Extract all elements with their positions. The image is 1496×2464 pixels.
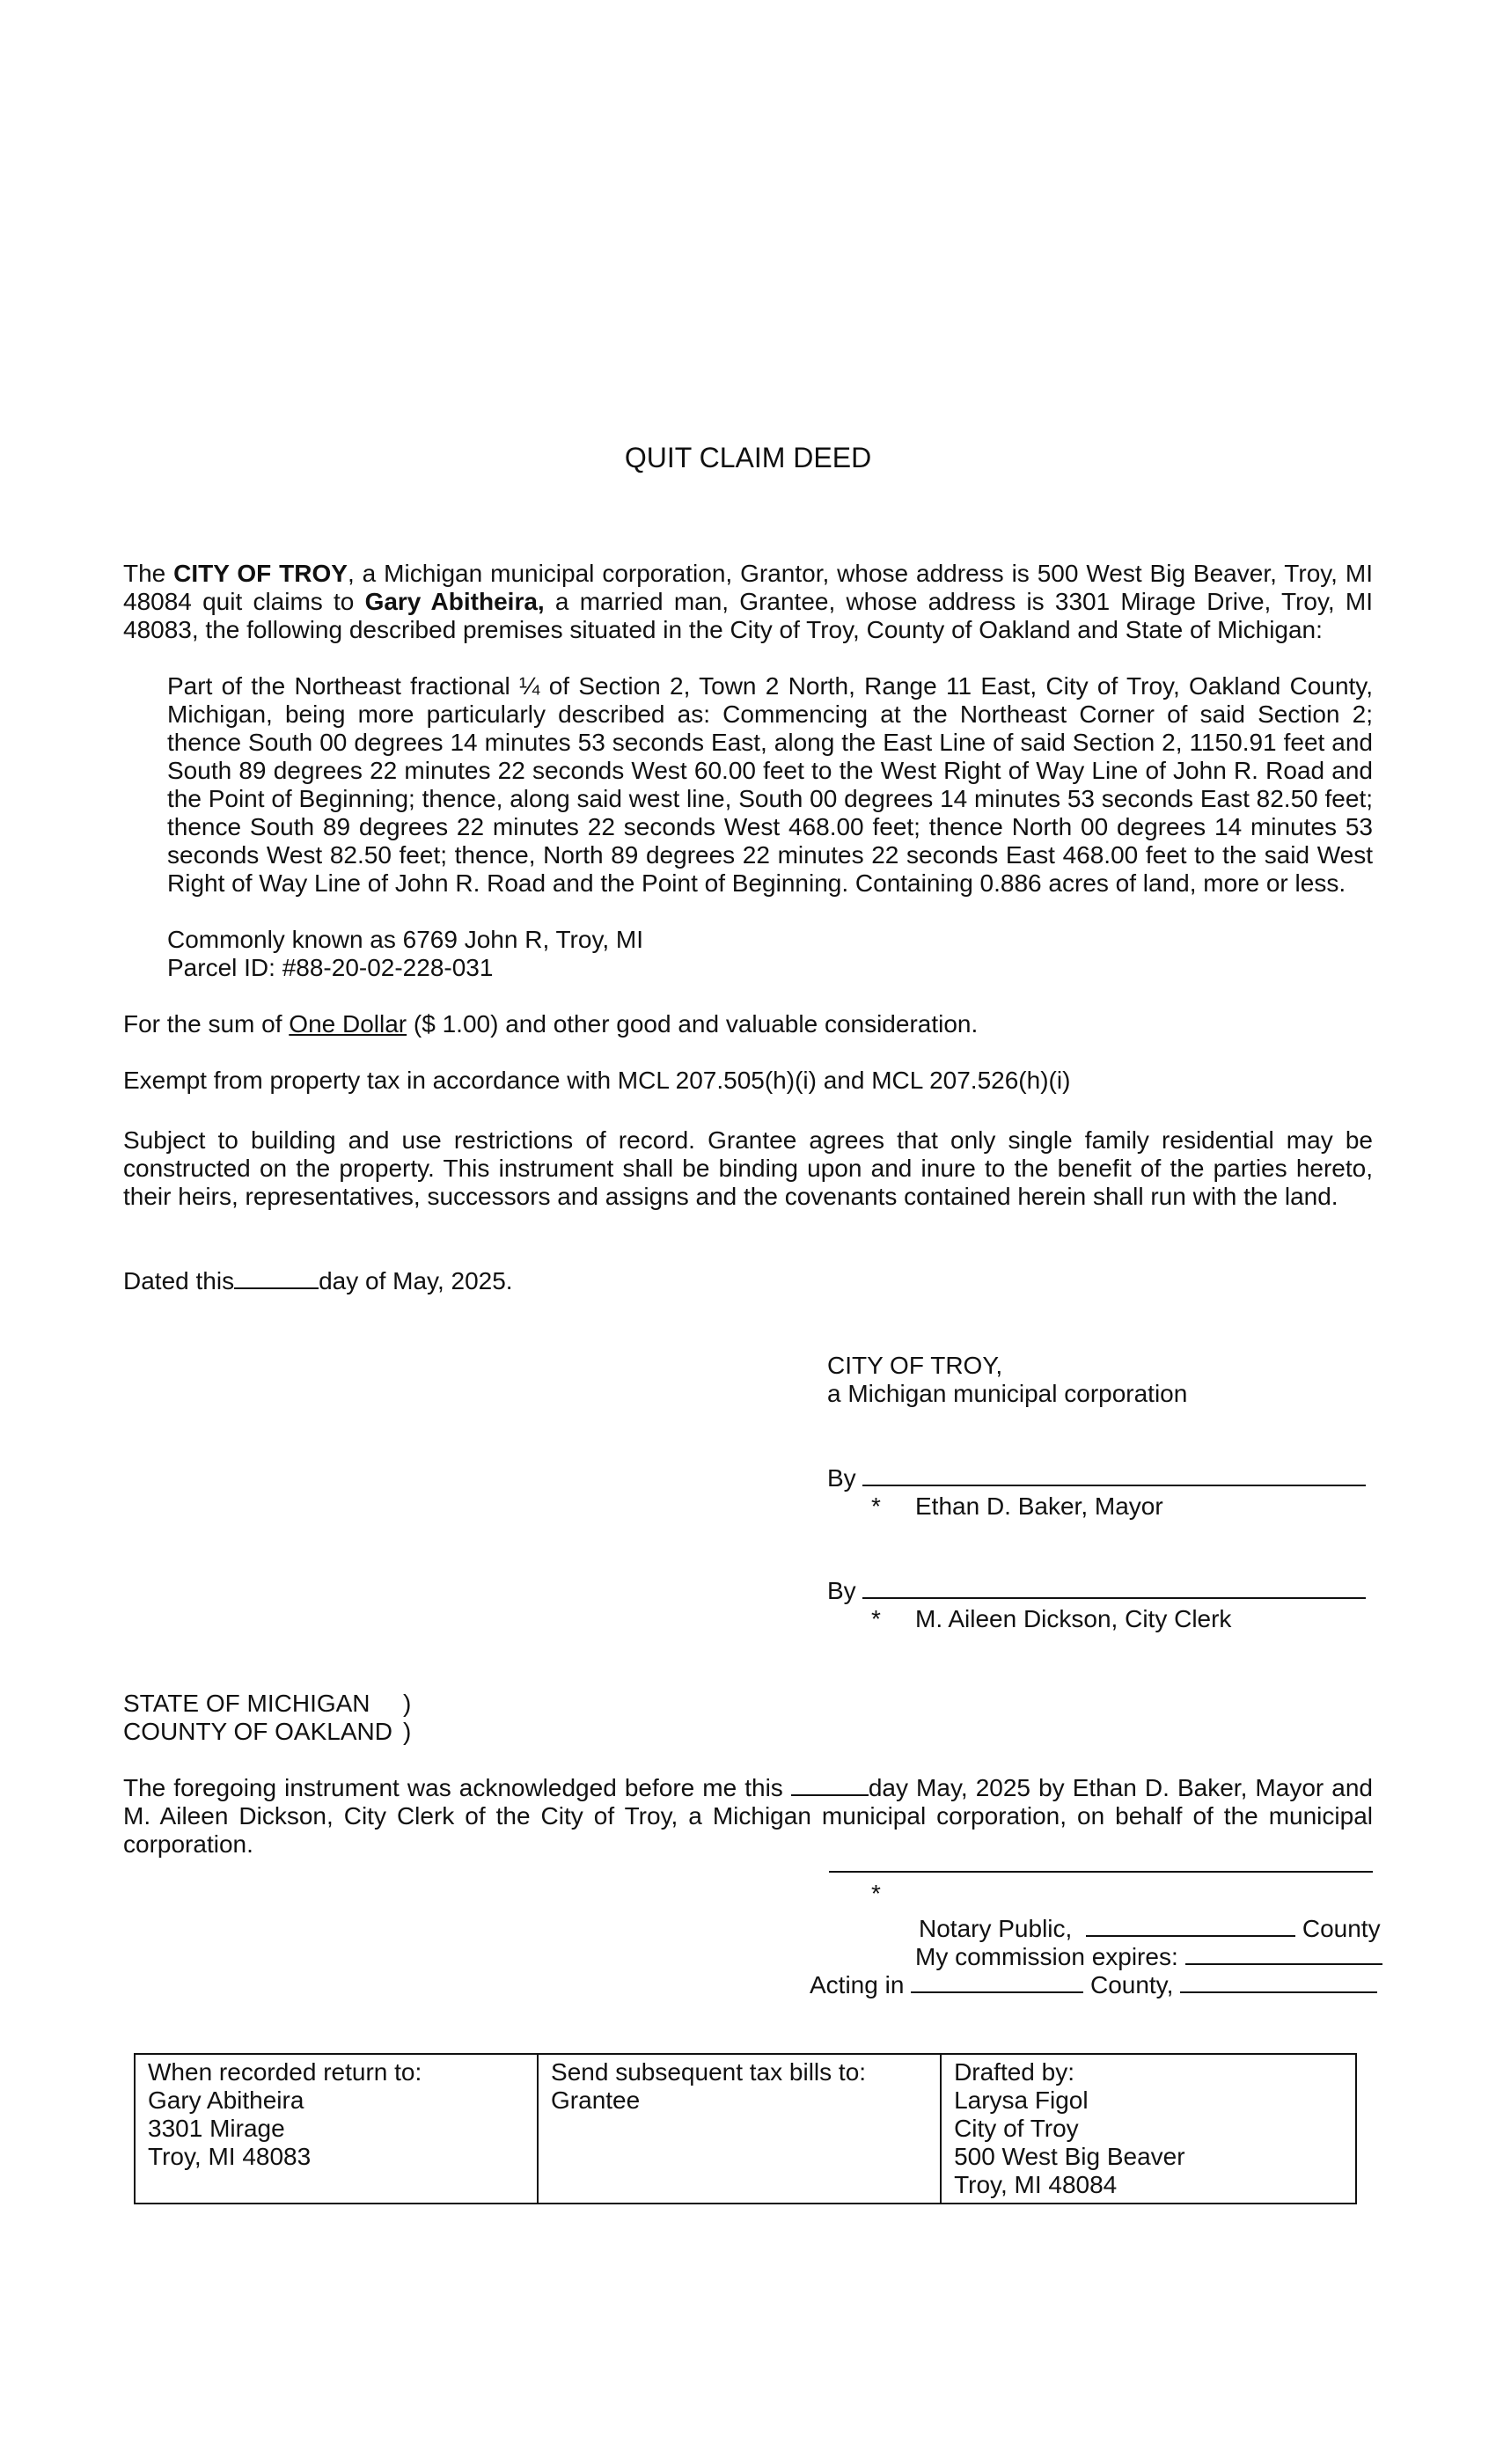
document-title: QUIT CLAIM DEED <box>624 442 872 473</box>
drafter-street: 500 West Big Beaver <box>954 2143 1185 2170</box>
notary-county-label: County <box>1302 1915 1381 1942</box>
acknowledgment-day-blank[interactable] <box>791 1794 869 1796</box>
clerk-signature-blank[interactable] <box>862 1597 1366 1599</box>
tax-bills-cell <box>538 2054 941 2204</box>
consideration-amount: One Dollar <box>289 1010 407 1038</box>
return-to-name: Gary Abitheira <box>148 2086 304 2114</box>
grant-text-1: The <box>123 560 174 587</box>
venue-state: STATE OF MICHIGAN <box>123 1690 370 1717</box>
acknowledgment-suffix: day May, 2025 by Ethan D. Baker, Mayor and M. Aileen Dickson, City Clerk of the City of Troy, a Michigan municipal corporation, on behalf of the municipal corporation. <box>123 1774 1373 1858</box>
dated-suffix: day of May, 2025. <box>319 1267 513 1294</box>
dated-prefix: Dated this <box>123 1267 235 1294</box>
return-to-heading: When recorded return to: <box>148 2058 422 2086</box>
grant-text-2: , a Michigan municipal corporation, Grantor, whose address is 500 West Big Beaver, Troy, MI 48084 quit claims to <box>123 560 1373 615</box>
notary-signature-line[interactable] <box>829 1871 1373 1873</box>
drafter-org: City of Troy <box>954 2115 1079 2142</box>
drafted-by-cell <box>941 2054 1356 2204</box>
legal-description: Part of the Northeast fractional ¼ of Section 2, Town 2 North, Range 11 East, City of Troy, Oakland County, Michigan, being more particularly described as: Commencing at the Northeast Corner of said Section 2; thence South 00 degrees 14 minutes 53 seconds East, along the East Line of said Section 2, 1150.91 feet and South 89 degrees 22 minutes 22 seconds West 60.00 feet to the West Right of Way Line of John R. Road and the Point of Beginning; thence, along said west line, South 00 degrees 14 minutes 53 seconds East 82.50 feet; thence South 89 degrees 22 minutes 22 seconds West 468.00 feet; thence North 00 degrees 14 minutes 53 seconds West 82.50 feet; thence, North 89 degrees 22 minutes 22 seconds East 468.00 feet to the said West Right of Way Line of John R. Road and the Point of Beginning. Containing 0.886 acres of land, more or less. <box>167 672 1373 897</box>
signature-line-clerk <box>827 1577 1366 1605</box>
return-to-street: 3301 Mirage <box>148 2115 285 2142</box>
commonly-known: Commonly known as 6769 John R, Troy, MI <box>167 926 644 953</box>
grantor-block-name: CITY OF TROY, <box>827 1352 1003 1379</box>
clerk-name: M. Aileen Dickson, City Clerk <box>915 1605 1232 1632</box>
dated-line <box>123 1267 513 1295</box>
clerk-asterisk: * <box>871 1605 881 1632</box>
tax-bills-heading: Send subsequent tax bills to: <box>551 2058 867 2086</box>
restrictions-paragraph: Subject to building and use restrictions of record. Grantee agrees that only single family residential may be constructed on the property. This instrument shall be binding upon and inure to the benefit of the parties hereto, their heirs, representatives, successors and assigns and the covenants contained herein shall run with the land. <box>123 1126 1373 1210</box>
grantor-name: CITY OF TROY <box>173 560 348 587</box>
recording-info-table <box>134 2053 1357 2204</box>
acting-in-line <box>810 1971 1373 1999</box>
parcel-id: Parcel ID: #88-20-02-228-031 <box>167 954 494 981</box>
tax-bills-recipient: Grantee <box>551 2086 641 2114</box>
commission-date-blank[interactable] <box>1185 1963 1382 1965</box>
by-label: By <box>827 1464 856 1492</box>
acting-county-extra-blank[interactable] <box>1180 1991 1377 1993</box>
commission-line <box>915 1943 1373 1971</box>
acting-in-label: Acting in <box>810 1971 905 1998</box>
consideration-prefix: For the sum of <box>123 1010 290 1038</box>
drafter-name: Larysa Figol <box>954 2086 1089 2114</box>
venue-paren: ) <box>403 1718 412 1745</box>
notary-asterisk: * <box>871 1880 881 1907</box>
venue-county: COUNTY OF OAKLAND <box>123 1718 392 1745</box>
consideration-suffix: ($ 1.00) and other good and valuable consideration. <box>407 1010 979 1038</box>
grantor-block-type: a Michigan municipal corporation <box>827 1380 1188 1407</box>
return-to-cell <box>135 2054 538 2204</box>
drafter-city: Troy, MI 48084 <box>954 2171 1118 2198</box>
tax-exemption: Exempt from property tax in accordance with MCL 207.505(h)(i) and MCL 207.526(h)(i) <box>123 1067 1071 1094</box>
notary-public-label: Notary Public, <box>919 1915 1073 1942</box>
acknowledgment-paragraph <box>123 1774 1373 1859</box>
mayor-signature-blank[interactable] <box>862 1485 1366 1486</box>
notary-county-blank[interactable] <box>1086 1935 1295 1937</box>
grant-text-3: a married man, Grantee, whose address is 3301 Mirage Drive, Troy, MI 48083, the following described premises situated in the City of Troy, County of Oakland and State of Michigan: <box>123 588 1373 643</box>
grant-paragraph <box>123 560 1373 644</box>
acting-county-label: County, <box>1089 1971 1174 1998</box>
consideration <box>123 1010 978 1038</box>
drafted-by-heading: Drafted by: <box>954 2058 1075 2086</box>
return-to-city: Troy, MI 48083 <box>148 2143 312 2170</box>
by-label: By <box>827 1577 856 1604</box>
acknowledgment-prefix: The foregoing instrument was acknowledged before me this <box>123 1774 791 1801</box>
signature-line-mayor <box>827 1464 1366 1492</box>
date-blank[interactable] <box>234 1287 319 1289</box>
mayor-name: Ethan D. Baker, Mayor <box>915 1492 1163 1520</box>
grantee-name: Gary Abitheira, <box>364 588 545 615</box>
acting-county-blank[interactable] <box>911 1991 1083 1993</box>
mayor-asterisk: * <box>871 1492 881 1520</box>
venue-paren: ) <box>403 1690 412 1717</box>
commission-label: My commission expires: <box>915 1943 1178 1970</box>
notary-public-line <box>919 1915 1381 1943</box>
